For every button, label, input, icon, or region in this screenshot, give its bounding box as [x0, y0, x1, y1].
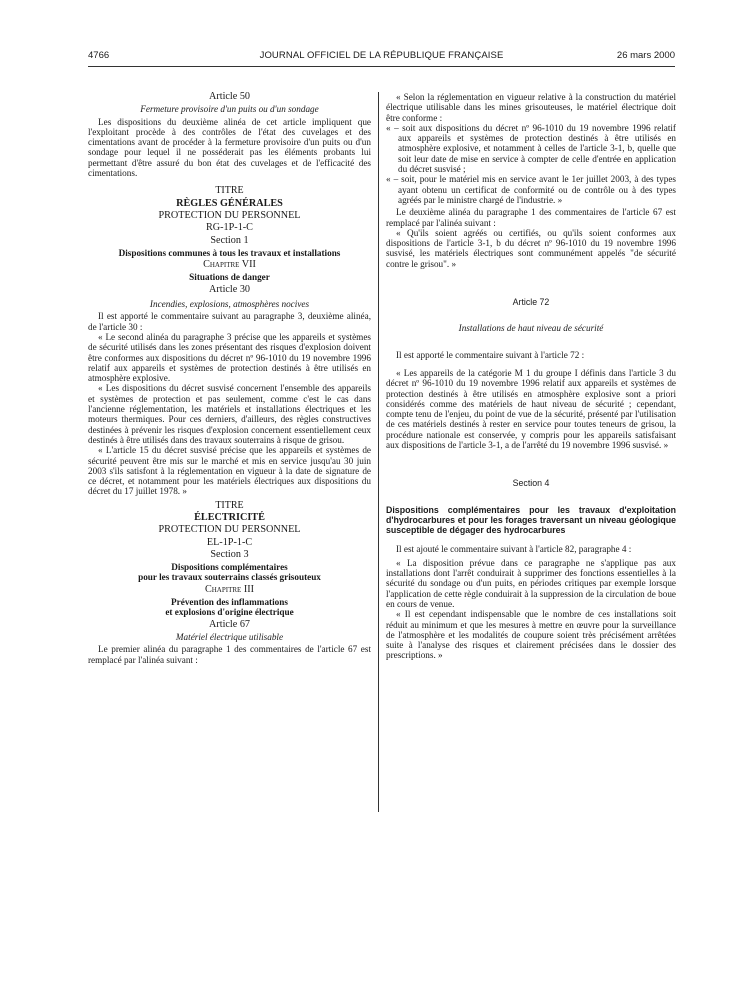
article-72-intro: Il est apporté le commentaire suivant à l'article 72 : [396, 349, 585, 360]
rg-code: RG-1P-1-C [206, 222, 253, 234]
article-30-quote-3: « L'article 15 du décret susvisé précise que les appareils et systèmes de sécurité peuvent être mis sur le marché et mis en service jusqu'au 30 juin 2003 s'ils satisfont à la réglementation en vigueur à la date de signature de ce décret, et notamment pour les matériels électriques aux dispositions du décret du 17 juillet 1978. » [88, 445, 371, 497]
chapitre-3-title-line-1: Prévention des inflammations [171, 597, 288, 608]
article-30-title: Article 30 [208, 283, 251, 295]
article-67-paragraph: Le premier alinéa du paragraphe 1 des commentaires de l'article 67 est remplacé par l'alinéa suivant : [88, 644, 371, 665]
article-50-subtitle: Fermeture provisoire d'un puits ou d'un sondage [140, 104, 319, 115]
chapitre-3-title-line-2: et explosions d'origine électrique [165, 607, 294, 618]
article-30-intro: Il est apporté le commentaire suivant au paragraphe 3, deuxième alinéa, de l'article 30 : [88, 311, 371, 332]
titre-heading-2: TITRE [215, 499, 244, 511]
chapitre-7-heading: Chapitre VII [203, 259, 256, 271]
section-4-title: Dispositions complémentaires pour les travaux d'exploitation d'hydrocarbures et pour les forages traversant un niveau géologique susceptible de dégager des hydrocarbures [386, 504, 676, 536]
article-82-intro: Il est ajouté le commentaire suivant à l'article 82, paragraphe 4 : [396, 543, 632, 554]
article-67-dash-2: « – soit, pour le matériel mis en service avant le 1er juillet 2003, à des types ayant obtenu un certificat de conformité ou de contrôle ou à des types agréés par le ministre chargé de l'industrie. » [386, 174, 676, 205]
article-67-paragraph-2: Le deuxième alinéa du paragraphe 1 des commentaires de l'article 67 est remplacé par l'alinéa suivant : [386, 207, 676, 228]
header-rule [88, 66, 675, 67]
article-82-quote-1: « La disposition prévue dans ce paragraphe ne s'applique pas aux installations dont l'arrêt conduirait à supprimer des fonctions essentielles à la sécurité du sondage ou d'un puits, en périodes critiques par exemple lorsque l'application de cette règle conduirait à la suppression de la circulation de boue en cours de venue. [386, 557, 676, 609]
article-67-dash-1: « – soit aux dispositions du décret nº 96-1010 du 19 novembre 1996 relatif aux appareils et systèmes de protection destinés à être utilisés en atmosphère explosive, et notamment à celles de l'article 3-1, b, quelle que soit leur date de mise en service à compter de celle d'entrée en application du décret susvisé ; [386, 122, 676, 175]
chapitre-3-heading: Chapitre III [204, 583, 255, 595]
section-1-title: Dispositions communes à tous les travaux et installations [118, 247, 341, 258]
chapitre-7-title: Situations de danger [189, 272, 270, 283]
electricite-heading: ÉLECTRICITÉ [194, 511, 265, 523]
article-72-subtitle: Installations de haut niveau de sécurité [458, 323, 604, 334]
column-divider [378, 92, 379, 812]
section-3-heading: Section 3 [210, 548, 249, 560]
article-50-title: Article 50 [208, 91, 251, 102]
right-column [386, 92, 676, 661]
section-1-heading: Section 1 [210, 234, 249, 246]
el-code: EL-1P-1-C [206, 536, 253, 548]
article-82-quote-2: « Il est cependant indispensable que le nombre de ces installations soit réduit au minimum et que les mesures à mettre en œuvre pour la surveillance de l'atmosphère et les modalités de coupure soient très précisément arrêtées suite à l'analyse des risques et clairement précisées dans le dossier des prescriptions. » [386, 609, 676, 661]
article-67-quote-2: « Qu'ils soient agréés ou certifiés, ou qu'ils soient conformes aux dispositions de l'article 3-1, b du décret nº 96-1010 du 19 novembre 1996 susvisé, les matériels électriques sont communément appelés "de sécurité contre le grisou". » [386, 227, 676, 269]
article-72-quote: « Les appareils de la catégorie M 1 du groupe I définis dans l'article 3 du décret nº 96-1010 du 19 novembre 1996 relatif aux appareils et systèmes de protection destinés à être utilisés en atmosphère explosive sont a priori considérés comme des matériels de haut niveau de sécurité ; cependant, compte tenu de l'enjeu, du point de vue de la sécurité, présenté par l'utilisation de ces matériels destinés à rester en service pour toutes teneurs de grisou, la procédure nationale est conservée, y compris pour les appareils satisfaisant aux dispositions de l'article 3-1, a de l'arrêté du 19 novembre 1996 susvisé. » [386, 367, 676, 451]
section-3-title-line-1: Dispositions complémentaires [171, 562, 288, 573]
article-30-quote-1: « Le second alinéa du paragraphe 3 précise que les appareils et systèmes de sécurité utilisés dans les zones présentant des risques d'explosion doivent être conformes aux dispositions du décret nº 96-1010 du 19 novembre 1996 relatif aux appareils et systèmes de protection destinés à être utilisés en atmosphère explosive. [88, 331, 371, 384]
page-header [88, 50, 675, 66]
protection-personnel-heading-1: PROTECTION DU PERSONNEL [158, 209, 301, 221]
article-30-quote-2: « Les dispositions du décret susvisé concernent l'ensemble des appareils et systèmes de protection et pas seulement, comme c'est le cas dans l'ancienne réglementation, les matériels et installations électriques et les moteurs thermiques. Pour ces derniers, d'ailleurs, des règles constructives destinées à prévenir les risques d'explosion concernent essentiellement ceux destinés à être utilisés dans des travaux souterrains à risque de grisou. [88, 383, 371, 445]
article-67-quote-1: « Selon la réglementation en vigueur relative à la construction du matériel électrique utilisable dans les mines grisouteuses, le matériel électrique doit être conforme : [386, 92, 676, 123]
article-72-title: Article 72 [512, 297, 550, 308]
article-67-title: Article 67 [208, 618, 251, 630]
page-number: 4766 [88, 50, 110, 61]
article-50-paragraph: Les dispositions du deuxième alinéa de cet article impliquent que l'exploitant procède à des contrôles de l'état des cuvelages et des cimentations avant de procéder à la fermeture provisoire d'un puits ou d'un sondage pour lequel il ne posséderait pas les éléments probants lui permettant d'être assuré du bon état des cuvelages et de l'efficacité des cimentations. [88, 116, 371, 179]
section-3-title-line-2: pour les travaux souterrains classés grisouteux [138, 572, 321, 583]
section-4-heading: Section 4 [512, 478, 550, 489]
protection-personnel-heading-2: PROTECTION DU PERSONNEL [158, 524, 301, 536]
article-30-subtitle: Incendies, explosions, atmosphères nocives [149, 299, 310, 310]
issue-date: 26 mars 2000 [616, 50, 675, 61]
titre-heading-1: TITRE [215, 185, 244, 197]
left-column [88, 92, 371, 665]
article-67-subtitle: Matériel électrique utilisable [175, 631, 284, 642]
regles-generales-heading: RÈGLES GÉNÉRALES [176, 197, 283, 209]
journal-title: JOURNAL OFFICIEL DE LA RÉPUBLIQUE FRANÇAISE [259, 50, 504, 61]
